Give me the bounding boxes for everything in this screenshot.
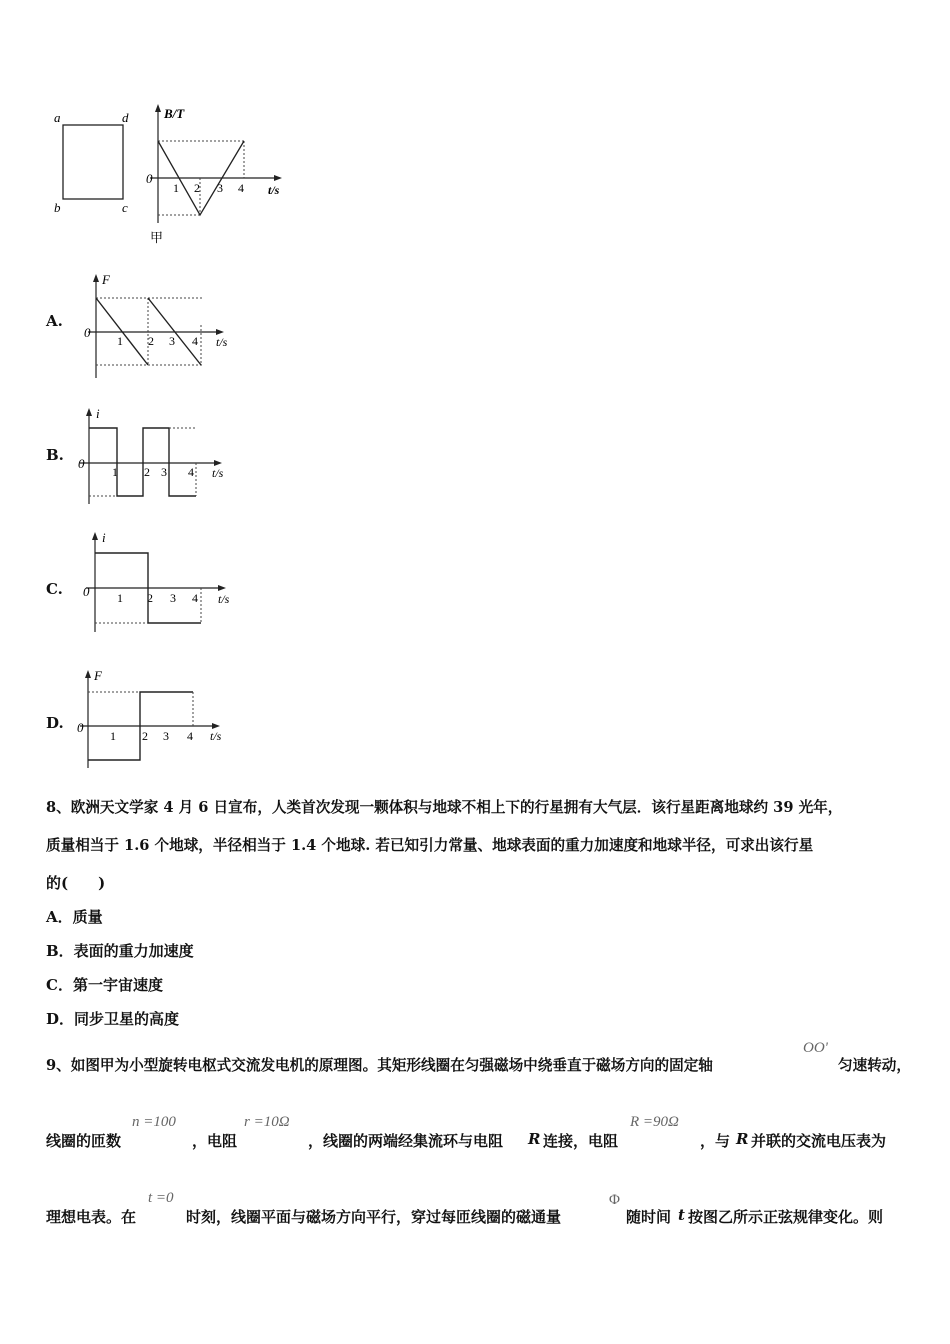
tick-2: 2 [144, 465, 150, 479]
x-axis-arrow [218, 585, 226, 591]
y-axis-arrow [86, 408, 92, 416]
label-c: c [122, 200, 128, 215]
origin-label: 0 [78, 456, 85, 471]
q8-option-d: D．同步卫星的高度 [46, 1010, 180, 1028]
q9-line-2c: ，线圈的两端经集流环与电阻 [308, 1132, 504, 1150]
origin-label: 0 [83, 584, 90, 599]
q8-line-2: 质量相当于 1.6 个地球，半径相当于 1.4 个地球. 若已知引力常量、地球表面的重力加速度和地球半径，可求出该行星 [46, 837, 814, 854]
tick-4: 4 [192, 334, 198, 348]
q9-line-3a: 理想电表。在 [46, 1208, 137, 1226]
q9-phi-symbol: Φ [609, 1192, 620, 1208]
tick-3: 3 [170, 591, 176, 605]
tick-4: 4 [192, 591, 198, 605]
x-axis-label: t/s [212, 466, 224, 480]
tick-2: 2 [194, 181, 200, 195]
option-b-label: B. [46, 446, 64, 464]
q9-line-2b: ，电阻 [192, 1132, 238, 1150]
x-axis-arrow [274, 175, 282, 181]
tick-2: 2 [147, 591, 153, 605]
q9-R-symbol: R [528, 1130, 541, 1148]
q8-line-1: 8、欧洲天文学家 4 月 6 日宣布，人类首次发现一颗体积与地球不相上下的行星拥有大气层．该行星距离地球约 39 光年， [46, 799, 843, 816]
q9-line-2d: 连接，电阻 [543, 1132, 619, 1150]
q9-line-3d: 按图乙所示正弦规律变化。则 [688, 1208, 884, 1226]
x-axis-label: t/s [216, 335, 228, 349]
tick-1: 1 [117, 334, 123, 348]
figure-jia [40, 98, 300, 248]
label-b: b [54, 200, 61, 215]
q8-option-b: B．表面的重力加速度 [46, 942, 194, 960]
x-axis-label: t/s [210, 729, 222, 743]
q8-line-3: 的( ) [46, 874, 106, 892]
tick-1: 1 [112, 465, 118, 479]
y-axis-label: F [102, 272, 110, 287]
q9-r-expr: r =10Ω [244, 1114, 290, 1130]
tick-3: 3 [217, 181, 223, 195]
tick-3: 3 [169, 334, 175, 348]
y-axis-arrow [92, 532, 98, 540]
label-d: d [122, 110, 129, 125]
y-axis-label: B/T [164, 106, 185, 121]
tick-3: 3 [163, 729, 169, 743]
q9-line-1b: 匀速转动， [838, 1057, 911, 1074]
origin-label: 0 [84, 325, 91, 340]
square-wave [89, 428, 196, 496]
tick-2: 2 [148, 334, 154, 348]
q9-t-expr: t =0 [148, 1190, 174, 1206]
option-c-graph [70, 528, 250, 638]
option-a-graph [70, 270, 250, 385]
q9-t-symbol: t [678, 1206, 685, 1224]
q9-line-3b: 时刻，线圈平面与磁场方向平行，穿过每匝线圈的磁通量 [186, 1208, 562, 1226]
option-b-graph [70, 404, 250, 509]
q9-axis-symbol: OO' [803, 1040, 828, 1056]
q9-R-expr: R =90Ω [630, 1114, 679, 1130]
label-a: a [54, 110, 61, 125]
q8-option-a: A．质量 [46, 908, 103, 926]
tick-3: 3 [161, 465, 167, 479]
tick-1: 1 [173, 181, 179, 195]
q9-line-2f: 并联的交流电压表为 [751, 1132, 887, 1150]
origin-label: 0 [77, 720, 84, 735]
q8-option-c: C．第一宇宙速度 [46, 976, 163, 994]
x-axis-label: t/s [218, 592, 230, 606]
option-d-graph [70, 664, 250, 774]
tick-1: 1 [117, 591, 123, 605]
y-axis-label: F [94, 668, 102, 683]
q9-R-symbol-2: R [736, 1130, 749, 1148]
figure-caption: 甲 [150, 230, 164, 245]
option-d-label: D. [46, 714, 64, 732]
tick-4: 4 [238, 181, 244, 195]
q9-line-3c: 随时间 [626, 1208, 672, 1226]
y-axis-label: i [102, 530, 106, 545]
option-a-label: A. [46, 312, 63, 330]
tick-2: 2 [142, 729, 148, 743]
tick-4: 4 [187, 729, 193, 743]
tick-4: 4 [188, 465, 194, 479]
origin-label: 0 [146, 171, 153, 186]
coil-square [63, 125, 123, 199]
q9-line-2e: ，与 [700, 1132, 731, 1150]
x-axis-label: t/s [268, 183, 280, 197]
y-axis-arrow [85, 670, 91, 678]
q9-line-2a: 线圈的匝数 [46, 1132, 122, 1150]
tick-1: 1 [110, 729, 116, 743]
y-axis-arrow [155, 104, 161, 112]
q9-line-1a: 9、如图甲为小型旋转电枢式交流发电机的原理图。其矩形线圈在匀强磁场中绕垂直于磁场方向的固定轴 [46, 1057, 713, 1074]
option-c-label: C. [46, 580, 63, 598]
q9-n-expr: n =100 [132, 1114, 176, 1130]
y-axis-label: i [96, 406, 100, 421]
y-axis-arrow [93, 274, 99, 282]
